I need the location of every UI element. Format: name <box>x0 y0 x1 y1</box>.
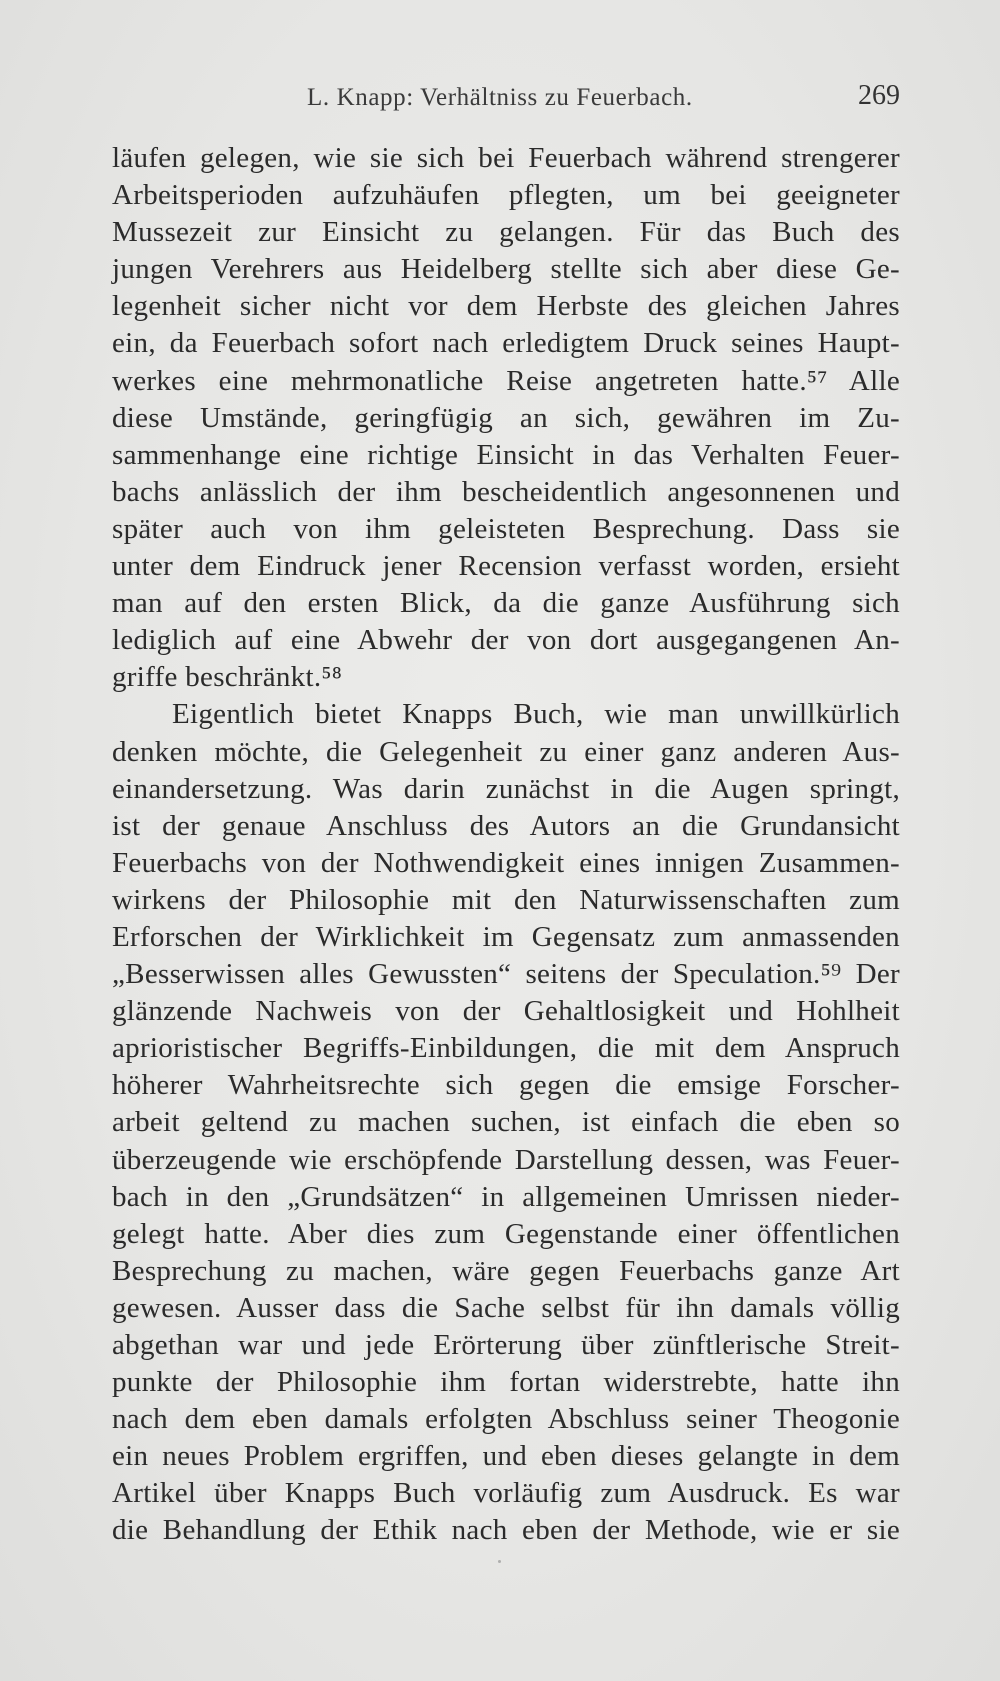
text-line: jungen Verehrers aus Heidelberg stellte sich aber diese Ge- <box>112 253 900 286</box>
text-line: die Behandlung der Ethik nach eben der Methode, wie er sie <box>112 1514 900 1547</box>
text-line: höherer Wahrheitsrechte sich gegen die emsige Forscher- <box>112 1069 900 1102</box>
page-header <box>112 78 900 118</box>
text-line: wirkens der Philosophie mit den Naturwissenschaften zum <box>112 883 900 916</box>
text-line: Arbeitsperioden aufzuhäufen pflegten, um bei geeigneter <box>112 179 900 212</box>
text-line: glänzende Nachweis von der Gehaltlosigkeit und Hohlheit <box>112 995 900 1028</box>
body-text <box>112 140 900 1550</box>
text-line: Feuerbachs von der Nothwendigkeit eines innigen Zusammen- <box>112 846 900 879</box>
text-line: später auch von ihm geleisteten Besprechung. Dass sie <box>112 512 900 545</box>
text-line: „Besserwissen alles Gewussten“ seitens der Speculation.⁵⁹ Der <box>112 958 900 991</box>
text-line: abgethan war und jede Erörterung über zünftlerische Streit- <box>112 1329 900 1361</box>
text-line: aprioristischer Begriffs-Einbildungen, die mit dem Anspruch <box>112 1032 900 1065</box>
text-line: Eigentlich bietet Knapps Buch, wie man unwillkürlich <box>172 698 900 731</box>
text-line: unter dem Eindruck jener Recension verfasst worden, ersieht <box>112 550 900 583</box>
text-line: ein, da Feuerbach sofort nach erledigtem Druck seines Haupt- <box>112 327 900 360</box>
text-line: diese Umstände, geringfügig an sich, gewähren im Zu- <box>112 401 900 434</box>
text-line: Artikel über Knapps Buch vorläufig zum Ausdruck. Es war <box>112 1477 900 1510</box>
text-line: denken möchte, die Gelegenheit zu einer ganz anderen Aus- <box>112 735 900 768</box>
text-line: sammenhange eine richtige Einsicht in das Verhalten Feuer- <box>112 438 900 471</box>
text-line: lediglich auf eine Abwehr der von dort ausgegangenen An- <box>112 624 900 657</box>
text-line: einandersetzung. Was darin zunächst in die Augen springt, <box>112 772 900 805</box>
text-line: Besprechung zu machen, wäre gegen Feuerbachs ganze Art <box>112 1254 900 1287</box>
text-line: gewesen. Ausser dass die Sache selbst für ihn damals völlig <box>112 1291 900 1324</box>
text-line: Mussezeit zur Einsicht zu gelangen. Für das Buch des <box>112 216 900 249</box>
text-line: ist der genaue Anschluss des Autors an die Grundansicht <box>112 809 900 842</box>
text-line: ein neues Problem ergriffen, und eben dieses gelangte in dem <box>112 1440 900 1473</box>
text-line: griffe beschränkt.⁵⁸ <box>112 661 343 694</box>
text-line: werkes eine mehrmonatliche Reise angetreten hatte.⁵⁷ Alle <box>112 364 900 397</box>
text-line: gelegt hatte. Aber dies zum Gegenstande einer öffentlichen <box>112 1217 900 1250</box>
text-line: arbeit geltend zu machen suchen, ist einfach die eben so <box>112 1106 900 1139</box>
paper-speck <box>498 1560 501 1563</box>
text-line: bach in den „Grundsätzen“ in allgemeinen Umrissen nieder- <box>112 1180 900 1213</box>
text-line: punkte der Philosophie ihm fortan widerstrebte, hatte ihn <box>112 1366 900 1399</box>
text-line: bachs anlässlich der ihm bescheidentlich angesonnenen und <box>112 475 900 508</box>
text-line: Erforschen der Wirklichkeit im Gegensatz zum anmassenden <box>112 920 900 953</box>
text-line: überzeugende wie erschöpfende Darstellung dessen, was Feuer- <box>112 1143 900 1176</box>
text-line: man auf den ersten Blick, da die ganze Ausführung sich <box>112 587 900 620</box>
text-line: nach dem eben damals erfolgten Abschluss seiner Theogonie <box>112 1403 900 1436</box>
running-head: L. Knapp: Verhältniss zu Feuerbach. <box>307 84 693 111</box>
page-number: 269 <box>858 80 900 111</box>
text-line: legenheit sicher nicht vor dem Herbste des gleichen Jahres <box>112 290 900 323</box>
text-line: läufen gelegen, wie sie sich bei Feuerbach während strengerer <box>112 142 900 174</box>
